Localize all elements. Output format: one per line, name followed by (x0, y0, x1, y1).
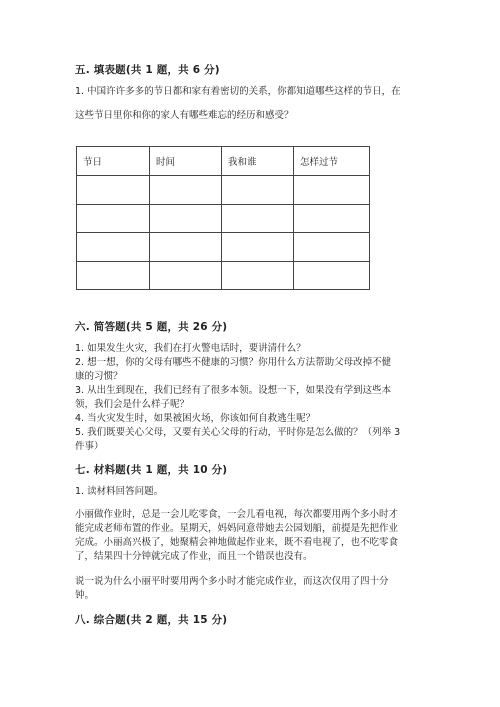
section-6-line: 1. 如果发生火灾，我们在打火警电话时，要讲清什么？ (75, 343, 306, 354)
material-line: 完成。小丽高兴极了，她聚精会神地做起作业来，既不看电视了，也不吃零食 (75, 537, 399, 548)
section-6-line: 5. 我们既要关心父母，又要有关心父母的行动，平时你是怎么做的？（列举 3 (75, 427, 401, 438)
material-question-line: 钟。 (75, 590, 95, 601)
table-header-cell: 我和谁 (222, 147, 294, 176)
section-7-question (75, 575, 425, 603)
material-line: 了，结果四十分钟就完成了作业，而且一个错误也没有。 (75, 551, 313, 562)
table-cell[interactable] (222, 176, 294, 205)
festival-table (76, 146, 370, 290)
table-header-cell: 时间 (150, 147, 222, 176)
section-6-line: 领，我们会是什么样子呢？ (75, 399, 190, 410)
table-header-cell: 节日 (77, 147, 150, 176)
section-8-heading: 八. 综合题(共 2 题，共 15 分) (75, 614, 228, 626)
section-5-question (75, 85, 425, 123)
section-7-intro: 1. 读材料回答问题。 (75, 486, 164, 497)
table-cell[interactable] (222, 204, 294, 233)
table-cell[interactable] (222, 233, 294, 262)
material-line: 小丽做作业时，总是一会儿吃零食，一会儿看电视，每次都要用两个多小时才 (75, 509, 399, 520)
material-question-line: 说一说为什么小丽平时要用两个多小时才能完成作业，而这次仅用了四十分 (75, 576, 389, 587)
table-row (77, 204, 370, 233)
section-6-questions (75, 342, 425, 454)
material-line: 能完成老师布置的作业。星期天，妈妈同意带她去公园划船，前提是先把作业 (75, 523, 399, 534)
table-row (77, 233, 370, 262)
table-header-cell: 怎样过节 (294, 147, 370, 176)
section-6-heading: 六. 简答题(共 5 题，共 26 分) (75, 321, 228, 333)
table-row (77, 176, 370, 205)
table-cell[interactable] (294, 261, 370, 290)
table-cell[interactable] (222, 261, 294, 290)
table-cell[interactable] (150, 261, 222, 290)
table-cell[interactable] (77, 204, 150, 233)
section-6-line: 4. 当火灾发生时，如果被困火场，你该如何自救逃生呢？ (75, 413, 316, 424)
section-5-question-line: 1. 中国许许多多的节日都和家有着密切的关系，你都知道哪些这样的节日，在 (75, 86, 401, 97)
table-cell[interactable] (294, 176, 370, 205)
table-row (77, 261, 370, 290)
table-cell[interactable] (150, 176, 222, 205)
section-6-line: 3. 从出生到现在，我们已经有了很多本领。设想一下，如果没有学到这些本 (75, 385, 392, 396)
section-7-material (75, 508, 425, 564)
section-6-line: 2. 想一想，你的父母有哪些不健康的习惯？你用什么方法帮助父母改掉不健 (75, 357, 392, 368)
table-cell[interactable] (294, 233, 370, 262)
table-cell[interactable] (150, 233, 222, 262)
table-cell[interactable] (77, 176, 150, 205)
section-7-heading: 七. 材料题(共 1 题，共 10 分) (75, 464, 228, 476)
table-cell[interactable] (150, 204, 222, 233)
section-5-heading: 五. 填表题(共 1 题，共 6 分) (75, 64, 220, 76)
section-5-question-line: 这些节日里你和你的家人有哪些难忘的经历和感受？ (75, 110, 294, 121)
table-cell[interactable] (77, 261, 150, 290)
section-6-line: 件事） (75, 441, 104, 452)
table-cell[interactable] (77, 233, 150, 262)
table-header-row (77, 147, 370, 176)
table-cell[interactable] (294, 204, 370, 233)
section-6-line: 康的习惯？ (75, 371, 123, 382)
